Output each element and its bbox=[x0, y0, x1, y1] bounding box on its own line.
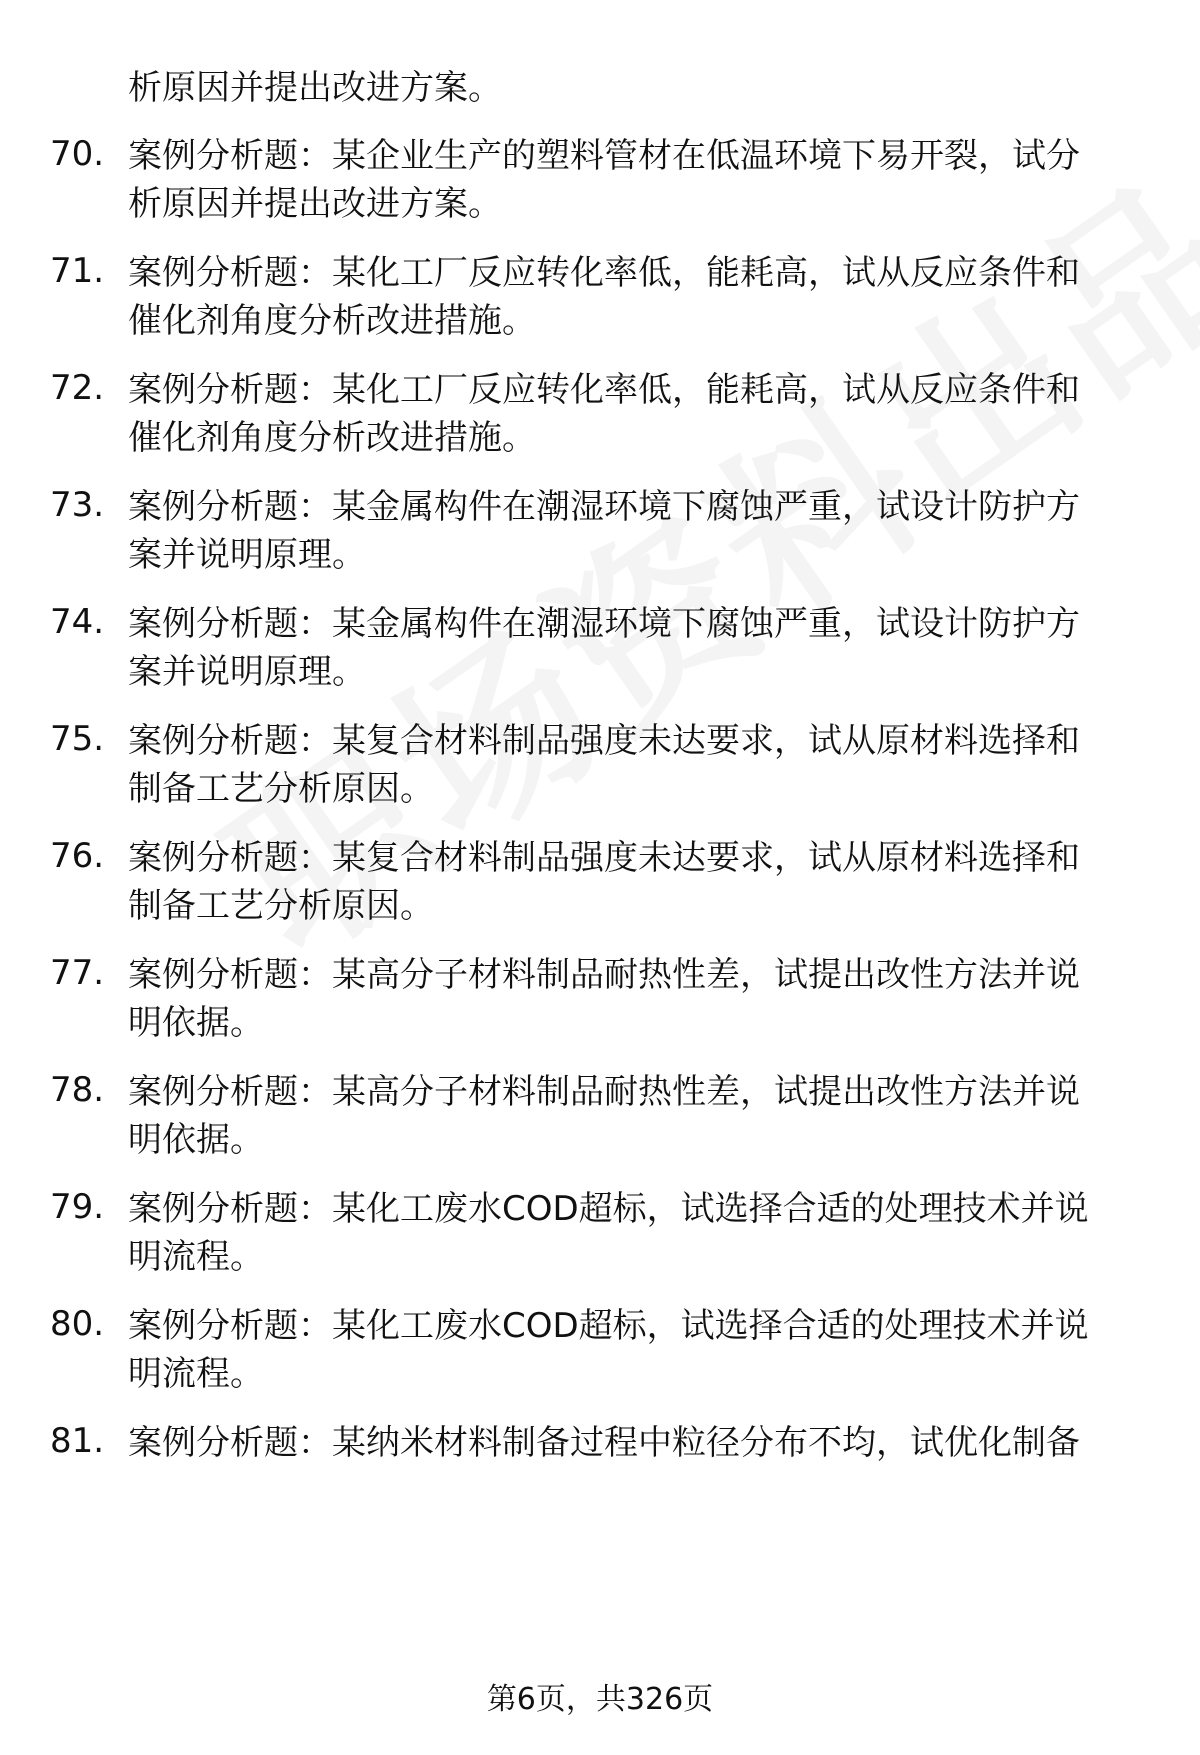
question-line: 案例分析题：某化工废水COD超标，试选择合适的处理技术并说 bbox=[128, 1189, 1089, 1229]
question-text bbox=[128, 1068, 1138, 1164]
question-line: 案例分析题：某企业生产的塑料管材在低温环境下易开裂，试分 bbox=[128, 136, 1080, 176]
question-number: 73. bbox=[50, 485, 105, 525]
question-number: 79. bbox=[50, 1187, 105, 1227]
question-number: 81. bbox=[50, 1421, 105, 1461]
question-line: 案例分析题：某化工废水COD超标，试选择合适的处理技术并说 bbox=[128, 1306, 1089, 1346]
question-number: 75. bbox=[50, 719, 105, 759]
question-text bbox=[128, 1419, 1138, 1467]
question-number: 74. bbox=[50, 602, 105, 642]
question-line: 析原因并提出改进方案。 bbox=[128, 184, 502, 224]
question-number: 77. bbox=[50, 953, 105, 993]
question-number: 72. bbox=[50, 368, 105, 408]
question-number: 78. bbox=[50, 1070, 105, 1110]
question-line: 案例分析题：某复合材料制品强度未达要求，试从原材料选择和 bbox=[128, 721, 1080, 761]
question-line: 制备工艺分析原因。 bbox=[128, 769, 434, 809]
continuation-line: 析原因并提出改进方案。 bbox=[128, 68, 502, 108]
question-line: 案例分析题：某金属构件在潮湿环境下腐蚀严重，试设计防护方 bbox=[128, 604, 1080, 644]
question-line: 案例分析题：某金属构件在潮湿环境下腐蚀严重，试设计防护方 bbox=[128, 487, 1080, 527]
question-line: 案例分析题：某化工厂反应转化率低，能耗高，试从反应条件和 bbox=[128, 253, 1080, 293]
question-text bbox=[128, 1185, 1138, 1281]
question-line: 案例分析题：某纳米材料制备过程中粒径分布不均，试优化制备 bbox=[128, 1423, 1080, 1463]
page-number-footer: 第6页，共326页 bbox=[486, 1682, 714, 1717]
question-text bbox=[128, 717, 1138, 813]
question-line: 案例分析题：某化工厂反应转化率低，能耗高，试从反应条件和 bbox=[128, 370, 1080, 410]
question-text bbox=[128, 600, 1138, 696]
question-text bbox=[128, 1302, 1138, 1398]
question-number: 70. bbox=[50, 134, 105, 174]
question-line: 明依据。 bbox=[128, 1120, 264, 1160]
question-text bbox=[128, 132, 1138, 228]
question-number: 71. bbox=[50, 251, 105, 291]
question-line: 明流程。 bbox=[128, 1237, 264, 1277]
question-number: 76. bbox=[50, 836, 105, 876]
question-line: 制备工艺分析原因。 bbox=[128, 886, 434, 926]
question-line: 催化剂角度分析改进措施。 bbox=[128, 301, 536, 341]
question-text bbox=[128, 951, 1138, 1047]
question-text bbox=[128, 249, 1138, 345]
question-line: 案并说明原理。 bbox=[128, 535, 366, 575]
question-line: 催化剂角度分析改进措施。 bbox=[128, 418, 536, 458]
question-line: 案例分析题：某高分子材料制品耐热性差，试提出改性方法并说 bbox=[128, 955, 1080, 995]
question-text bbox=[128, 366, 1138, 462]
question-line: 明流程。 bbox=[128, 1354, 264, 1394]
question-line: 案例分析题：某高分子材料制品耐热性差，试提出改性方法并说 bbox=[128, 1072, 1080, 1112]
question-text bbox=[128, 483, 1138, 579]
question-line: 案例分析题：某复合材料制品强度未达要求，试从原材料选择和 bbox=[128, 838, 1080, 878]
question-line: 案并说明原理。 bbox=[128, 652, 366, 692]
question-number: 80. bbox=[50, 1304, 105, 1344]
question-text bbox=[128, 834, 1138, 930]
question-line: 明依据。 bbox=[128, 1003, 264, 1043]
